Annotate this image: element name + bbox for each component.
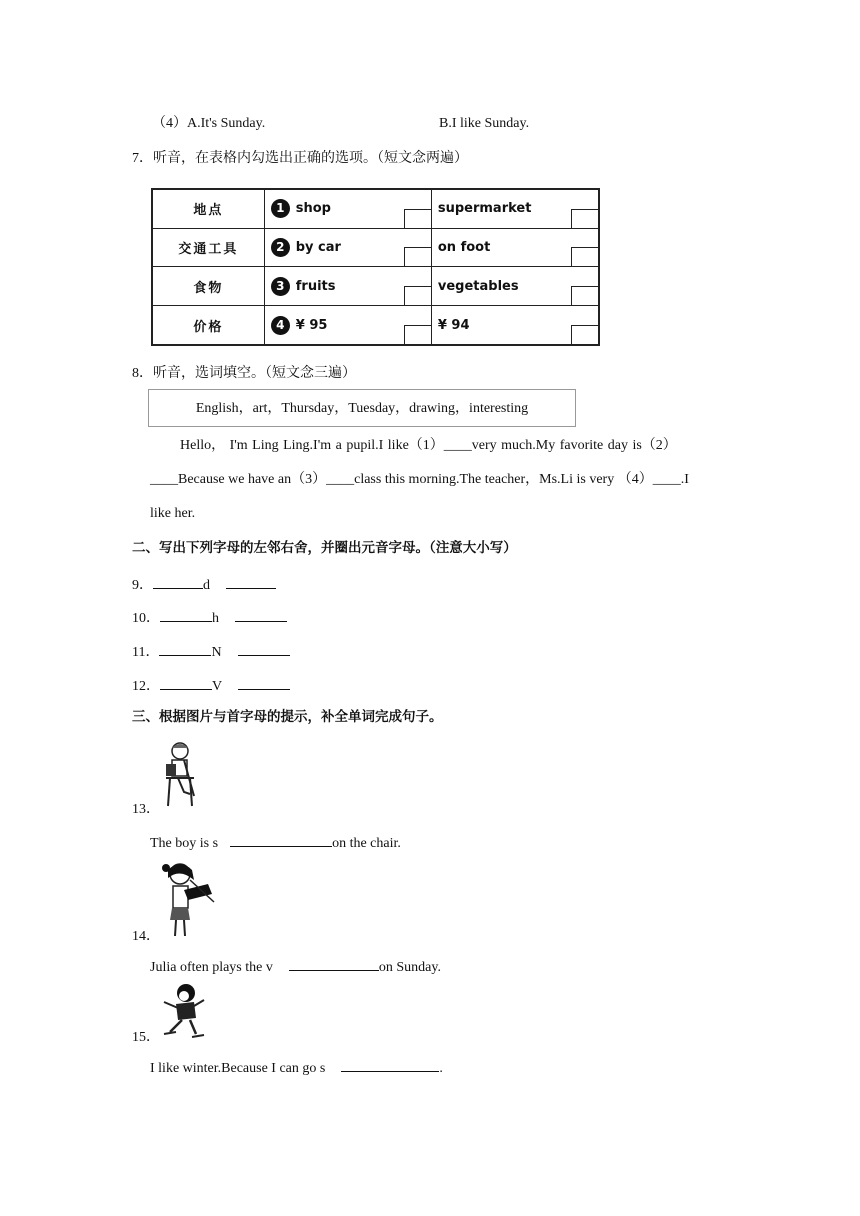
number-badge: 3 [271, 277, 290, 296]
section-3-title: 三、根据图片与首字母的提示，补全单词完成句子。 [132, 709, 443, 725]
category-cell: 地点 [152, 189, 264, 228]
checkbox[interactable] [571, 325, 598, 344]
option-b-text: supermarket [437, 201, 532, 217]
number-badge: 4 [271, 316, 290, 335]
option-b-text: vegetables [437, 278, 519, 294]
answer-blank[interactable] [235, 607, 287, 622]
option-a-text: by car [295, 240, 341, 256]
sentence-start: Julia often plays the v [150, 960, 273, 975]
answer-blank[interactable] [160, 607, 212, 622]
answer-blank[interactable] [226, 574, 276, 589]
option-b-cell [431, 306, 599, 345]
option-b-cell [431, 189, 599, 228]
item-number: 11． [132, 645, 160, 660]
q6-option-a: （4）A.It's Sunday. [152, 116, 266, 131]
option-a-cell [264, 189, 431, 228]
item-number: 9． [132, 578, 153, 593]
option-b-text: ¥ 94 [437, 317, 470, 333]
letter-item [132, 607, 287, 628]
option-a-cell [264, 228, 431, 267]
option-a-cell [264, 267, 431, 306]
answer-blank[interactable] [159, 641, 211, 656]
q15-sentence [150, 1057, 443, 1078]
answer-blank[interactable] [153, 574, 203, 589]
girl-violin-picture [160, 860, 216, 940]
option-a-text: shop [295, 201, 331, 217]
answer-blank[interactable] [230, 832, 332, 847]
option-b-cell [431, 228, 599, 267]
letter: h [212, 611, 219, 626]
section-2-title: 二、写出下列字母的左邻右舍，并圈出元音字母。（注意大小写） [132, 540, 517, 556]
option-a-text: ¥ 95 [295, 317, 328, 333]
category-cell: 食物 [152, 267, 264, 306]
q13-sentence [150, 832, 401, 853]
option-b-text: on foot [437, 240, 491, 256]
checkbox[interactable] [404, 247, 431, 266]
sentence-start: The boy is s [150, 836, 219, 851]
checkbox[interactable] [571, 209, 598, 228]
passage-line-1: Hello， I'm Ling Ling.I'm a pupil.I like（1）____very much.My favorite day is（2） [180, 438, 677, 453]
q8-title: 8．听音，选词填空。（短文念三遍） [132, 366, 356, 381]
checkbox[interactable] [571, 286, 598, 305]
answer-blank[interactable] [160, 675, 212, 690]
sentence-end: on Sunday. [378, 960, 441, 975]
letter: d [203, 578, 210, 593]
option-b-cell [431, 267, 599, 306]
number-badge: 1 [271, 199, 290, 218]
table-row [152, 189, 599, 228]
table-row [152, 267, 599, 306]
skating-child-picture [160, 982, 208, 1040]
category-cell: 交通工具 [152, 228, 264, 267]
answer-blank[interactable] [289, 956, 379, 971]
table-row [152, 228, 599, 267]
q13-number: 13． [132, 802, 160, 817]
table-row [152, 306, 599, 345]
category-cell: 价格 [152, 306, 264, 345]
answer-blank[interactable] [238, 675, 290, 690]
letter: N [211, 645, 222, 660]
letter-item [132, 675, 290, 696]
q14-number: 14． [132, 929, 160, 944]
sentence-end: . [439, 1061, 443, 1076]
q6-option-b: B.I like Sunday. [439, 116, 530, 131]
sentence-end: on the chair. [332, 836, 401, 851]
checkbox[interactable] [404, 325, 431, 344]
q14-sentence [150, 956, 441, 977]
passage-line-2: ____Because we have an（3）____class this morning.The teacher，Ms.Li is very （4）____.I [150, 472, 689, 487]
answer-blank[interactable] [341, 1057, 439, 1072]
passage-line-3: like her. [150, 506, 196, 521]
item-number: 10． [132, 611, 160, 626]
option-a-text: fruits [295, 278, 336, 294]
letter-item [132, 574, 276, 595]
number-badge: 2 [271, 238, 290, 257]
listening-table [151, 188, 600, 346]
sentence-start: I like winter.Because I can go s [150, 1061, 326, 1076]
q15-number: 15． [132, 1030, 160, 1045]
answer-blank[interactable] [238, 641, 290, 656]
checkbox[interactable] [404, 286, 431, 305]
option-a-cell [264, 306, 431, 345]
boy-sitting-picture [160, 740, 202, 810]
item-number: 12． [132, 679, 160, 694]
letter: V [212, 679, 223, 694]
letter-item [132, 641, 290, 662]
checkbox[interactable] [404, 209, 431, 228]
q7-title: 7．听音，在表格内勾选出正确的选项。（短文念两遍） [132, 151, 468, 166]
word-bank: English，art，Thursday，Tuesday，drawing，interesting [148, 389, 576, 427]
checkbox[interactable] [571, 247, 598, 266]
